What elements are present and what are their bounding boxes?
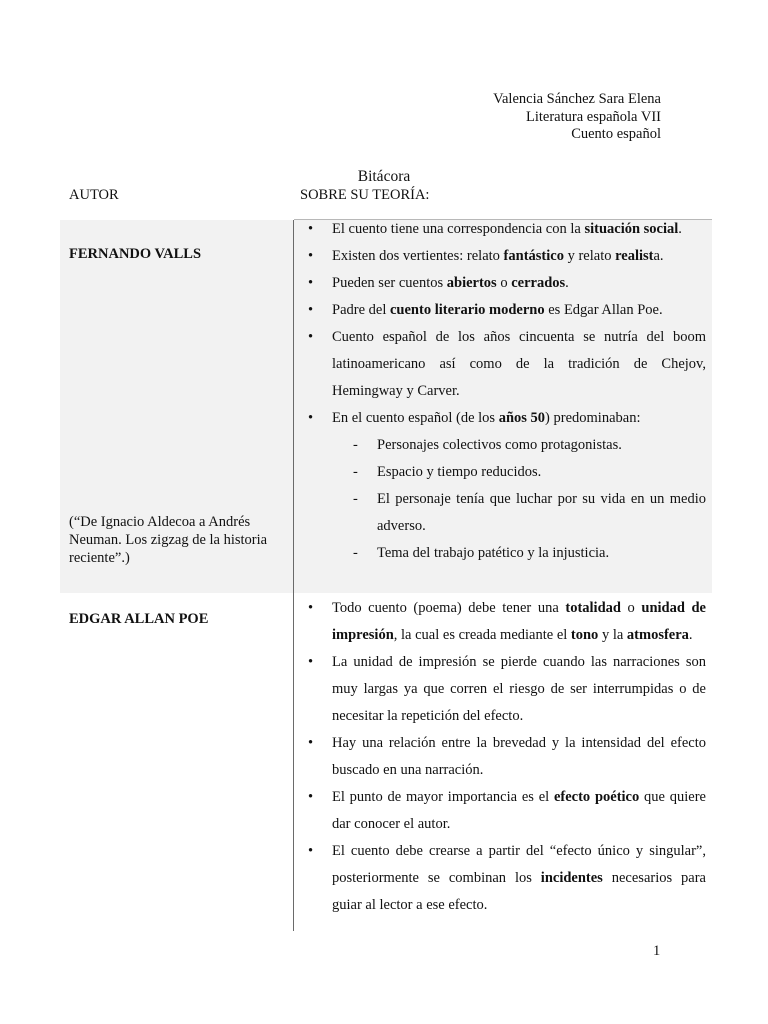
list-item: • El punto de mayor importancia es el efecto poético que quiere dar conocer el autor. [308,784,706,838]
author-name-valls: FERNANDO VALLS [69,246,202,262]
course-name: Literatura española VII [525,108,661,125]
valls-bullet-list [308,216,706,567]
topic-name: Cuento español [571,126,661,142]
column-header-author: AUTOR [69,187,119,203]
list-item: • Cuento español de los años cincuenta se nutría del boom latinoamericano así como de la tradición de Chejov, Hemingway y Carver. [308,324,706,405]
column-divider [293,220,294,931]
poe-bullet-list [308,595,706,919]
header-block [493,91,661,144]
list-item: • Pueden ser cuentos abiertos o cerrados. [308,270,706,297]
sub-list-item: - Espacio y tiempo reducidos. [332,459,706,486]
sub-list-item: - Personajes colectivos como protagonistas. [332,432,706,459]
list-item: • El cuento debe crearse a partir del “efecto único y singular”, posteriormente se combinan los incidentes necesarios para guiar al lector a ese efecto. [308,838,706,919]
list-item: • En el cuento español (de los años 50) predominaban: - Personajes colectivos como protagonistas. - Espacio y tiempo reducidos. - El personaje tenía que luchar por su vida en un medio adverso. - Tema del trabajo patético y la injusticia. [308,405,706,567]
list-item: • El cuento tiene una correspondencia con la situación social. [308,216,706,243]
list-item: • Todo cuento (poema) debe tener una totalidad o unidad de impresión, la cual es creada mediante el tono y la atmosfera. [308,595,706,649]
list-item: • Hay una relación entre la brevedad y la intensidad del efecto buscado en una narración. [308,730,706,784]
page-number: 1 [653,943,661,959]
sub-list-item: - El personaje tenía que luchar por su vida en un medio adverso. [332,486,706,540]
list-item: • La unidad de impresión se pierde cuando las narraciones son muy largas ya que corren el riesgo de ser interrumpidas o de necesitar la repetición del efecto. [308,649,706,730]
source-citation: (“De Ignacio Aldecoa a Andrés Neuman. Los zigzag de la historia reciente”.) [69,514,268,566]
student-name: Valencia Sánchez Sara Elena [493,91,661,107]
list-item: • Existen dos vertientes: relato fantástico y relato realista. [308,243,706,270]
column-header-theory: SOBRE SU TEORÍA: [300,187,430,203]
author-name-poe: EDGAR ALLAN POE [69,611,209,627]
list-item: • Padre del cuento literario moderno es Edgar Allan Poe. [308,297,706,324]
sub-list [332,432,706,567]
page-title: Bitácora [357,168,411,185]
sub-list-item: - Tema del trabajo patético y la injusticia. [332,540,706,567]
